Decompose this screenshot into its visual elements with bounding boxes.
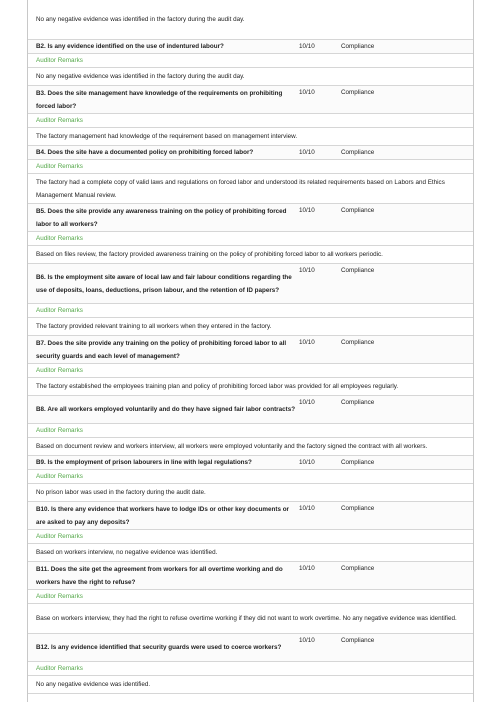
- status-cell: Compliance: [341, 207, 375, 214]
- status-cell: Compliance: [341, 89, 375, 96]
- status-cell: Compliance: [341, 565, 375, 572]
- question-text: B5. Does the site provide any awareness training on the policy of prohibiting forced labor to all workers?: [36, 207, 287, 228]
- remark-text: [28, 438, 473, 456]
- remark-content: The factory management had knowledge of the requirement based on management interview.: [36, 133, 298, 140]
- question-text: B10. Is there any evidence that workers have to lodge IDs or other key documents or are asked to pay any deposits?: [36, 505, 290, 526]
- question-text: B6. Is the employment site aware of local law and fair labour conditions regarding the use of deposits, loans, deductions, prison labour, and the retention of ID papers?: [36, 273, 292, 294]
- auditor-remarks-label: Auditor Remarks: [28, 304, 473, 318]
- question-row-b7: [28, 336, 473, 364]
- score-cell: 10/10: [299, 565, 315, 572]
- remark-content: No any negative evidence was identified in the factory during the audit day.: [36, 16, 245, 23]
- score-cell: 10/10: [299, 89, 315, 96]
- question-text: B4. Does the site have a documented policy on prohibiting forced labor?: [36, 149, 254, 156]
- remark-content: Based on files review, the factory provided awareness training on the policy of prohibiting forced labor to all workers periodic.: [36, 251, 383, 258]
- question-text: B2. Is any evidence identified on the use of indentured labour?: [36, 43, 224, 50]
- question-text: B7. Does the site provide any training on the policy of prohibiting forced labor to all security guards and each level of management?: [36, 339, 287, 360]
- question-row-b8: [28, 396, 473, 424]
- status-cell: Compliance: [341, 505, 375, 512]
- score-cell: 10/10: [299, 149, 315, 156]
- auditor-remarks-label: Auditor Remarks: [28, 662, 473, 676]
- auditor-remarks-label: Auditor Remarks: [28, 530, 473, 544]
- remark-content: No any negative evidence was identified.: [36, 681, 151, 688]
- status-cell: Compliance: [341, 637, 375, 644]
- remark-text: [28, 544, 473, 562]
- audit-report-page: [27, 0, 474, 702]
- remark-text: [28, 246, 473, 264]
- score-cell: 10/10: [299, 459, 315, 466]
- remark-content: The factory provided relevant training to all workers when they entered in the factory.: [36, 323, 272, 330]
- auditor-remarks-label: Auditor Remarks: [28, 114, 473, 128]
- remark-text: [28, 0, 473, 40]
- question-row-b10: [28, 502, 473, 530]
- question-row-b9: [28, 456, 473, 470]
- question-row-b6: [28, 264, 473, 304]
- question-text: B12. Is any evidence identified that security guards were used to coerce workers?: [36, 644, 282, 651]
- auditor-remarks-label: Auditor Remarks: [28, 470, 473, 484]
- auditor-remarks-label: Auditor Remarks: [28, 54, 473, 68]
- score-cell: 10/10: [299, 207, 315, 214]
- remark-content: Based on workers interview, no negative evidence was identified.: [36, 549, 218, 556]
- remark-text: [28, 318, 473, 336]
- question-row-b12: [28, 634, 473, 662]
- question-row-b5: [28, 204, 473, 232]
- score-cell: 10/10: [299, 399, 315, 406]
- remark-content: No any negative evidence was identified in the factory during the audit day.: [36, 73, 245, 80]
- remark-text: [28, 484, 473, 502]
- remark-content: The factory had a complete copy of valid laws and regulations on forced labor and understood its related requirements based on Labors and Ethics Management Manual review.: [36, 178, 445, 199]
- question-text: B8. Are all workers employed voluntarily and do they have signed fair labor contracts?: [36, 406, 296, 413]
- status-cell: Compliance: [341, 149, 375, 156]
- score-cell: 10/10: [299, 43, 315, 50]
- remark-text: [28, 128, 473, 146]
- status-cell: Compliance: [341, 399, 375, 406]
- auditor-remarks-label: Auditor Remarks: [28, 364, 473, 378]
- remark-text: [28, 68, 473, 86]
- question-text: B3. Does the site management have knowledge of the requirements on prohibiting forced labor?: [36, 89, 283, 110]
- remark-content: Base on workers interview, they had the right to refuse overtime working if they did not want to work overtime. No any negative evidence was identified.: [36, 615, 457, 622]
- question-row-b11: [28, 562, 473, 590]
- score-cell: 10/10: [299, 637, 315, 644]
- remark-text: [28, 604, 473, 634]
- question-row-b3: [28, 86, 473, 114]
- remark-content: Based on document review and workers interview, all workers were employed voluntarily and the factory signed the contract with all workers.: [36, 443, 428, 450]
- question-row-b2: [28, 40, 473, 54]
- question-row-b4: [28, 146, 473, 160]
- remark-text: [28, 378, 473, 396]
- auditor-remarks-label: Auditor Remarks: [28, 424, 473, 438]
- status-cell: Compliance: [341, 43, 375, 50]
- remark-content: The factory established the employees training plan and policy of prohibiting forced labor was provided for all employees regularly.: [36, 383, 399, 390]
- remark-text: [28, 174, 473, 204]
- score-cell: 10/10: [299, 339, 315, 346]
- status-cell: Compliance: [341, 459, 375, 466]
- auditor-remarks-label: Auditor Remarks: [28, 232, 473, 246]
- status-cell: Compliance: [341, 267, 375, 274]
- status-cell: Compliance: [341, 339, 375, 346]
- score-cell: 10/10: [299, 267, 315, 274]
- auditor-remarks-label: Auditor Remarks: [28, 590, 473, 604]
- remark-text: [28, 676, 473, 694]
- question-text: B11. Does the site get the agreement from workers for all overtime working and do workers have the right to refuse?: [36, 565, 283, 586]
- remark-content: No prison labor was used in the factory during the audit date.: [36, 489, 206, 496]
- question-text: B9. Is the employment of prison labourers in line with legal regulations?: [36, 459, 252, 466]
- auditor-remarks-label: Auditor Remarks: [28, 160, 473, 174]
- score-cell: 10/10: [299, 505, 315, 512]
